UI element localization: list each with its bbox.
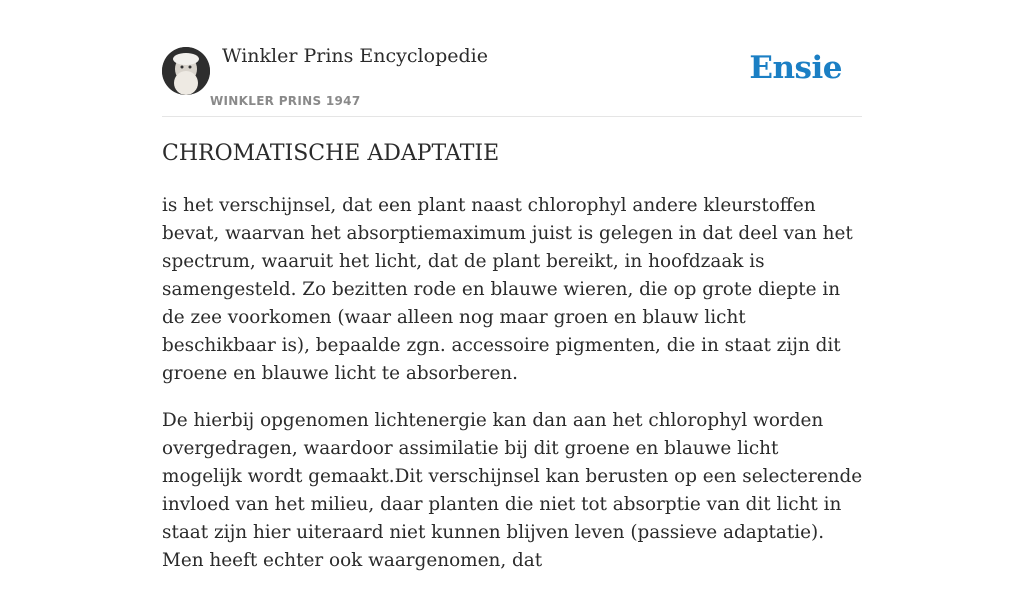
article-title: CHROMATISCHE ADAPTATIE	[162, 141, 500, 166]
brand-logo[interactable]: Ensie	[749, 50, 842, 86]
article-body	[162, 192, 864, 594]
paragraph: De hierbij opgenomen lichtenergie kan dan aan het chlorophyl worden overgedragen, waardoor assimilatie bij dit groene en blauwe licht mogelijk wordt gemaakt.Dit verschijnsel kan berusten op een selecterende invloed van het milieu, daar planten die niet tot absorptie van dit licht in staat zijn hier uiteraard niet kunnen blijven leven (passieve adaptatie). Men heeft echter ook waargenomen, dat	[162, 410, 863, 571]
paragraph: is het verschijnsel, dat een plant naast chlorophyl andere kleurstoffen bevat, waarvan het absorptiemaximum juist is gelegen in dat deel van het spectrum, waaruit het licht, dat de plant bereikt, in hoofdzaak is samengesteld. Zo bezitten rode en blauwe wieren, die op grote diepte in de zee voorkomen (waar alleen nog maar groen en blauw licht beschikbaar is), bepaalde zgn. accessoire pigmenten, die in staat zijn dit groene en blauwe licht te absorberen.	[162, 195, 853, 384]
article-header	[162, 0, 862, 117]
author-avatar-icon[interactable]	[162, 47, 210, 95]
source-label[interactable]: WINKLER PRINS 1947	[210, 94, 361, 108]
author-name[interactable]: Winkler Prins Encyclopedie	[222, 45, 488, 67]
